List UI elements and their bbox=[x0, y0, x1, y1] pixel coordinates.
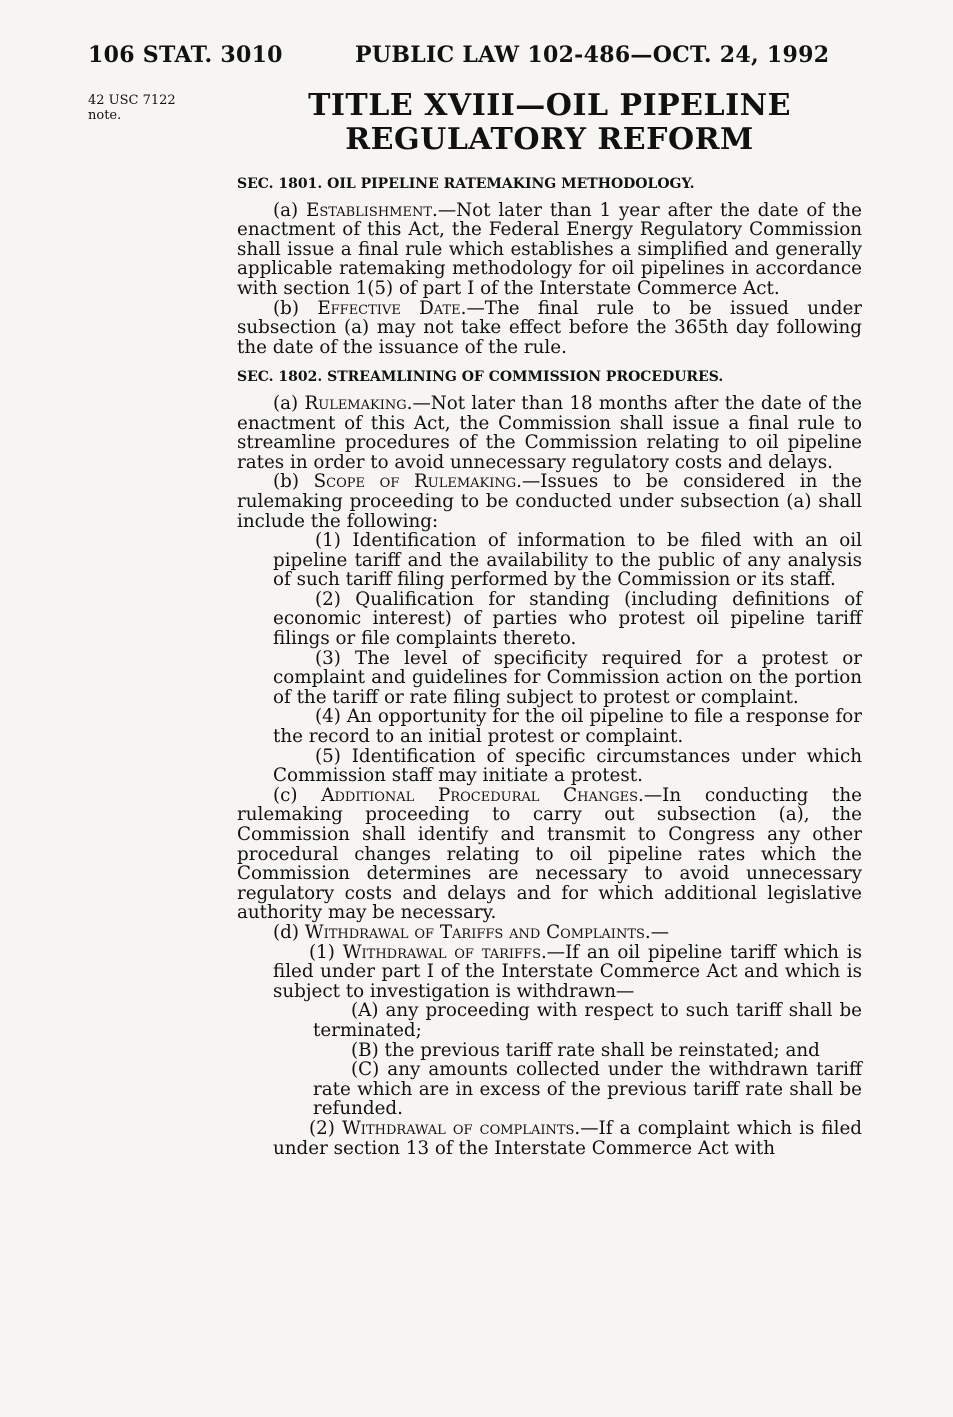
label: (c) bbox=[273, 784, 322, 806]
label: (2) bbox=[309, 1117, 343, 1139]
subsection-head: Establishment. bbox=[306, 199, 438, 221]
label: (b) bbox=[273, 297, 318, 319]
label: (d) bbox=[273, 921, 305, 943]
label: (a) bbox=[273, 199, 307, 221]
paragraph bbox=[237, 394, 862, 472]
list-item: (2) Qualification for standing (including definitions of economic interest) of parties who protest oil pipeline tariff filings or file complaints thereto. bbox=[273, 588, 862, 650]
statute-body bbox=[237, 175, 862, 1158]
section-heading: SEC. 1801. OIL PIPELINE RATEMAKING METHODOLOGY. bbox=[237, 176, 695, 192]
paragraph bbox=[237, 201, 862, 299]
paragraph-head: Withdrawal of tariffs. bbox=[342, 941, 547, 963]
paragraph bbox=[237, 786, 862, 923]
list-item: (C) any amounts collected under the withdrawn tariff rate which are in excess of the previous tariff rate shall be refunded. bbox=[313, 1059, 862, 1120]
subsection-head: Withdrawal of Tariffs and Complaints. bbox=[304, 921, 651, 943]
list-item: (3) The level of specificity required for a protest or complaint and guidelines for Commission action on the portion of the tariff or rate filing subject to protest or complaint. bbox=[273, 647, 862, 708]
paragraph-head: Withdrawal of complaints. bbox=[342, 1117, 581, 1139]
list-item bbox=[237, 1119, 862, 1158]
paragraph-text: —If an oil pipeline tariff which is filed under part I of the Interstate Commerce Act and which is subject to investigation is withdrawn— bbox=[273, 941, 862, 1002]
list-item: (4) An opportunity for the oil pipeline to file a response for the record to an initial protest or complaint. bbox=[273, 706, 862, 748]
list-item: (1) Identification of information to be filed with an oil pipeline tariff and the availability to the public of any analysis of such tariff filing performed by the Commission or its staff. bbox=[273, 530, 862, 591]
paragraph bbox=[237, 299, 862, 358]
label: (b) bbox=[273, 471, 314, 493]
subsection-head: Scope of Rulemaking. bbox=[313, 471, 522, 493]
margin-note-suffix: note. bbox=[88, 108, 122, 123]
title-line-2: REGULATORY REFORM bbox=[345, 122, 754, 157]
paragraph-text: — bbox=[650, 921, 669, 943]
paragraph-text: —Not later than 18 months after the date of the enactment of this Act, the Commission shall issue a final rule to streamline procedures of the Commission relating to oil pipeline rates in order to avoid unnecessary regulatory costs and delays. bbox=[237, 392, 862, 473]
paragraph-text: —In conducting the rulemaking proceeding to carry out subsection (a), the Commission shall identify and transmit to Congress any other procedural changes relating to oil pipeline rates which the Commission determines are necessary to avoid unnecessary regulatory costs and delays and for which additional legislative authority may be necessary. bbox=[237, 784, 862, 924]
title-heading bbox=[237, 89, 862, 157]
paragraph bbox=[237, 472, 862, 531]
label: (1) bbox=[309, 941, 343, 963]
list-item: (B) the previous tariff rate shall be reinstated; and bbox=[351, 1039, 820, 1061]
list-item: (5) Identification of specific circumstances under which Commission staff may initiate a protest. bbox=[273, 745, 862, 787]
statute-page-number: 106 STAT. 3010 bbox=[88, 42, 283, 68]
running-header: PUBLIC LAW 102-486—OCT. 24, 1992 bbox=[355, 42, 830, 68]
list-item bbox=[237, 943, 862, 1002]
paragraph-text: —Issues to be considered in the rulemaking proceeding to be conducted under subsection (a) shall include the following: bbox=[237, 471, 863, 532]
paragraph-text: —Not later than 1 year after the date of the enactment of this Act, the Federal Energy Regulatory Commission shall issue a final rule which establishes a simplified and generally applicable ratemaking methodology for oil pipelines in accordance with section 1(5) of part I of the Interstate Commerce Act. bbox=[237, 199, 862, 299]
margin-note-citation: 42 USC 7122 bbox=[88, 93, 176, 108]
paragraph-text: —The final rule to be issued under subsection (a) may not take effect before the 365th day following the date of the issuance of the rule. bbox=[237, 297, 863, 358]
label: (a) bbox=[273, 392, 305, 414]
list-item: (A) any proceeding with respect to such tariff shall be terminated; bbox=[313, 1000, 862, 1041]
subsection-head: Effective Date. bbox=[317, 297, 467, 319]
paragraph-text: —If a complaint which is filed under section 13 of the Interstate Commerce Act with bbox=[273, 1117, 862, 1159]
margin-note bbox=[88, 93, 248, 123]
section-heading: SEC. 1802. STREAMLINING OF COMMISSION PROCEDURES. bbox=[237, 369, 724, 386]
title-line-1: TITLE XVIII—OIL PIPELINE bbox=[308, 88, 791, 123]
subsection-head: Rulemaking. bbox=[304, 392, 413, 414]
subsection-head: Additional Procedural Changes. bbox=[321, 784, 644, 806]
paragraph bbox=[237, 923, 862, 943]
